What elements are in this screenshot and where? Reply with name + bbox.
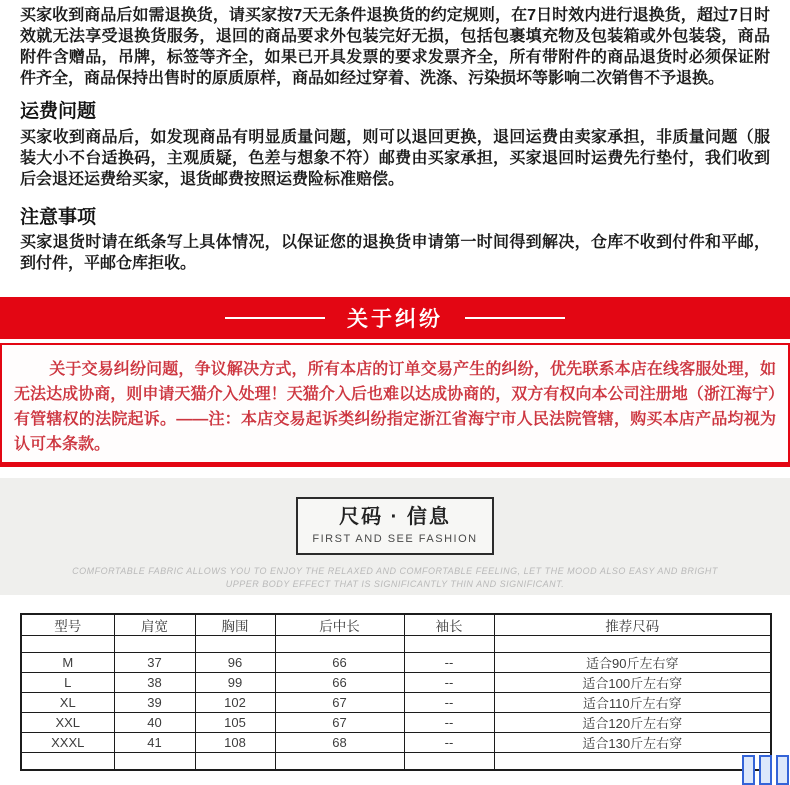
table-row-spacer-bottom [21, 753, 771, 770]
tagline-line-1: COMFORTABLE FABRIC ALLOWS YOU TO ENJOY THE RELAXED AND COMFORTABLE FEELING, LET THE MOOD ALSO EASY AND BRIGHT [72, 566, 718, 576]
size-info-section [0, 478, 790, 595]
tagline-line-2: UPPER BODY EFFECT THAT IS SIGNIFICANTLY THIN AND SIGNIFICANT. [225, 579, 565, 589]
col-header-sleeve: 袖长 [404, 614, 494, 636]
table-row-xl: XL 39 102 67 -- 适合110斤左右穿 [21, 693, 771, 713]
banner-left-rule [225, 317, 325, 319]
notice-paragraph: 买家退货时请在纸条写上具体情况，以保证您的退换货申请第一时间得到解决，仓库不收到付件和平邮，到付件，平邮仓库拒收。 [20, 234, 770, 272]
table-row-xxxl: XXXL 41 108 68 -- 适合130斤左右穿 [21, 733, 771, 753]
col-header-back-length: 后中长 [275, 614, 404, 636]
col-header-model: 型号 [21, 614, 114, 636]
size-info-badge [296, 497, 494, 555]
notice-heading: 注意事项 [20, 207, 97, 228]
tofu-glyph-icon [776, 755, 789, 785]
return-policy-paragraph: 买家收到商品后如需退换货，请买家按7天无条件退换货的约定规则，在7日时效内进行退换货，超过7日时效就无法享受退换货服务，退回的商品要求外包装完好无损，包括包裹填充物及包装箱或外包装袋，商品附件含赠品，吊牌，标签等齐全，如果已开具发票的要求发票齐全，所有带附件的商品退货时必须保证附件齐全，商品保持出售时的原质原样，商品如经过穿着、洗涤、污染损坏等影响二次销售不予退换。 [20, 7, 770, 87]
col-header-shoulder: 肩宽 [114, 614, 195, 636]
dispute-banner [0, 297, 790, 339]
dispute-terms-paragraph: 关于交易纠纷问题，争议解决方式，所有本店的订单交易产生的纠纷，优先联系本店在线客服处理，如无法达成协商，则申请天猫介入处理！天猫介入后也难以达成协商的，双方有权向本公司注册地（浙江海宁）有管辖权的法院起诉。——注：本店交易起诉类纠纷指定浙江省海宁市人民法院管辖，购买本店产品均视为认可本条款。 [14, 361, 776, 453]
tofu-glyph-icon [742, 755, 755, 785]
size-info-subtitle: FIRST AND SEE FASHION [312, 533, 478, 545]
watermark-missing-glyphs [742, 755, 790, 785]
col-header-bust: 胸围 [195, 614, 275, 636]
table-row-l: L 38 99 66 -- 适合100斤左右穿 [21, 673, 771, 693]
shipping-fee-heading: 运费问题 [20, 101, 97, 122]
size-chart-header-row [21, 614, 771, 636]
tofu-glyph-icon [759, 755, 772, 785]
size-info-title: 尺码 · 信息 [339, 506, 451, 528]
col-header-recommend: 推荐尺码 [494, 614, 771, 636]
size-chart-table [20, 613, 772, 771]
dispute-banner-title: 关于纠纷 [347, 308, 443, 331]
table-row-m: M 37 96 66 -- 适合90斤左右穿 [21, 653, 771, 673]
table-row-xxl: XXL 40 105 67 -- 适合120斤左右穿 [21, 713, 771, 733]
table-row-spacer-top [21, 636, 771, 653]
dispute-terms-box [0, 343, 790, 467]
banner-right-rule [465, 317, 565, 319]
shipping-fee-paragraph: 买家收到商品后，如发现商品有明显质量问题，则可以退回更换，退回运费由卖家承担，非质量问题（服装大小不台适换码，主观质疑，色差与想象不符）邮费由买家承担，买家退回时运费先行垫付，我们收到后会退还运费给买家，退货邮费按照运费险标准赔偿。 [20, 129, 770, 188]
